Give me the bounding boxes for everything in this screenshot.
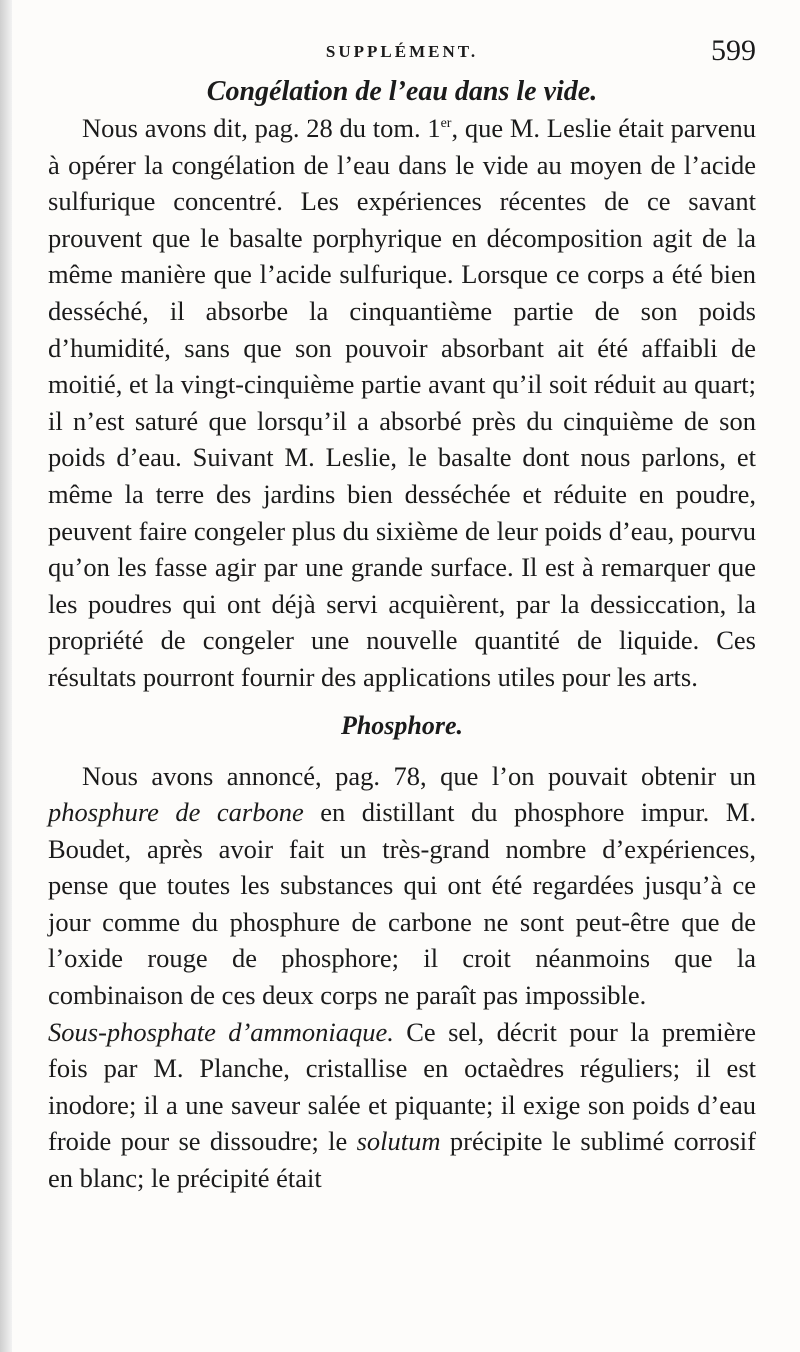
superscript: er [440, 116, 452, 132]
text-run: en distillant du phosphore impur. M. Boudet, après avoir fait un très-grand nombre d’expériences, pense que toutes les substances qui ont été regardées jusqu’à ce jour comme du phosphure de carbone ne sont peut-être que de l’oxide rouge de phosphore; il croit néanmoins que la combinaison de ces deux corps ne paraît pas impossible. [48, 797, 756, 1011]
text-run: Nous avons annoncé, pag. 78, que l’on pouvait obtenir un [82, 760, 756, 791]
section-title-phosphore: Phosphore. [340, 710, 464, 740]
book-page [48, 28, 756, 1197]
italic-term: phosphure de carbone [48, 797, 304, 828]
text-run: précipite le sublimé corrosif en blanc; le précipité était [48, 1126, 756, 1194]
paragraph-congelation [48, 110, 756, 696]
text-run: Ce sel, décrit pour la première fois par M. Planche, cristallise en octaèdres réguliers; il est inodore; il a une saveur salée et piquante; il exige son poids d’eau froide pour se dissoudre; le [48, 1016, 756, 1157]
italic-term: Sous-phosphate d’ammoniaque. [48, 1016, 394, 1047]
italic-term: solutum [356, 1126, 441, 1157]
running-head [48, 28, 756, 74]
paragraph-sous-phosphate [48, 1014, 756, 1197]
page-number: 599 [711, 34, 756, 67]
running-title: SUPPLÉMENT. [325, 42, 479, 61]
page-edge-shadow [0, 0, 12, 1352]
paragraph-phosphure [48, 758, 756, 1014]
text-run: , que M. Leslie était parvenu à opérer la congélation de l’eau dans le vide au moyen de l’acide sulfurique concentré. Les expériences récentes de ce savant prouvent que le basalte porphyrique en décomposition agit de la même manière que l’acide sulfurique. Lorsque ce corps a été bien desséché, il absorbe la cinquantième partie de son poids d’humidité, sans que son pouvoir absorbant ait été affaibli de moitié, et la vingt-cinquième partie avant qu’il soit réduit au quart; il n’est saturé que lorsqu’il a absorbé près du cinquième de son poids d’eau. Suivant M. Leslie, le basalte dont nous parlons, et même la terre des jardins bien desséchée et réduite en poudre, peuvent faire congeler plus du sixième de leur poids d’eau, pourvu qu’on les fasse agir par une grande surface. Il est à remarquer que les poudres qui ont déjà servi acquièrent, par la dessiccation, la propriété de congeler une nouvelle quantité de liquide. Ces résultats pourront fournir des applications utiles pour les arts. [48, 113, 756, 692]
section-title-congelation: Congélation de l’eau dans le vide. [206, 76, 598, 107]
text-run: Nous avons dit, pag. 28 du tom. 1 [82, 113, 441, 143]
